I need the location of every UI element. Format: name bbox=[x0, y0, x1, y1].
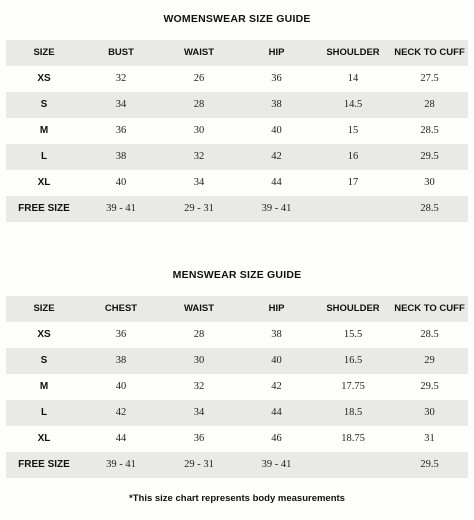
measurement-cell: 29.5 bbox=[420, 380, 439, 392]
measurement-cell: 44 bbox=[115, 432, 127, 444]
measurement-cell: 46 bbox=[271, 432, 282, 444]
measurement-cell: 32 bbox=[193, 150, 205, 162]
footnote: *This size chart represents body measurements bbox=[129, 493, 345, 504]
measurement-cell: 18.5 bbox=[343, 406, 363, 418]
size-cell: FREE SIZE bbox=[18, 203, 70, 214]
table-row bbox=[6, 452, 468, 478]
measurement-cell: 17.75 bbox=[341, 380, 365, 392]
table-row bbox=[6, 196, 468, 222]
measurement-cell: 28 bbox=[424, 98, 435, 110]
size-cell: XS bbox=[37, 329, 51, 340]
table-row bbox=[6, 426, 468, 452]
table-row bbox=[6, 66, 468, 92]
womenswear-size-table bbox=[6, 40, 468, 222]
measurement-cell: 36 bbox=[193, 432, 205, 444]
measurement-cell: 40 bbox=[271, 124, 282, 136]
measurement-cell: 14 bbox=[347, 72, 359, 84]
measurement-cell: 39 - 41 bbox=[261, 202, 292, 214]
column-header: HIP bbox=[268, 47, 285, 59]
measurement-cell: 29.5 bbox=[420, 150, 439, 162]
measurement-cell: 36 bbox=[115, 124, 127, 136]
measurement-cell: 29.5 bbox=[420, 458, 439, 470]
measurement-cell: 29 - 31 bbox=[184, 458, 214, 470]
measurement-cell: 31 bbox=[424, 432, 435, 444]
measurement-cell bbox=[315, 196, 391, 222]
column-header: SIZE bbox=[33, 47, 55, 59]
table-row bbox=[6, 374, 468, 400]
measurement-cell: 28 bbox=[193, 328, 205, 340]
measurement-cell: 39 - 41 bbox=[106, 458, 136, 470]
measurement-cell bbox=[315, 452, 391, 478]
measurement-cell: 15 bbox=[347, 124, 359, 136]
measurement-cell: 38 bbox=[115, 150, 127, 162]
measurement-cell: 40 bbox=[115, 176, 127, 188]
size-cell: L bbox=[40, 151, 48, 162]
column-header: SHOULDER bbox=[326, 303, 380, 315]
measurement-cell: 30 bbox=[424, 176, 435, 188]
size-cell: XL bbox=[37, 177, 51, 188]
column-header: BUST bbox=[108, 47, 134, 59]
column-header: CHEST bbox=[104, 303, 138, 315]
measurement-cell: 29 bbox=[424, 354, 435, 366]
table-row bbox=[6, 144, 468, 170]
measurement-cell: 39 - 41 bbox=[106, 202, 136, 214]
measurement-cell: 40 bbox=[271, 354, 282, 366]
menswear-title: MENSWEAR SIZE GUIDE bbox=[172, 269, 302, 281]
column-header: NECK TO CUFF bbox=[394, 303, 465, 315]
measurement-cell: 36 bbox=[115, 328, 127, 340]
measurement-cell: 42 bbox=[271, 150, 282, 162]
menswear-size-table bbox=[6, 296, 468, 478]
column-header: WAIST bbox=[183, 303, 215, 315]
measurement-cell: 32 bbox=[193, 380, 205, 392]
size-cell: XL bbox=[37, 433, 51, 444]
column-header: HIP bbox=[268, 303, 285, 315]
table-header-row bbox=[6, 40, 468, 66]
measurement-cell: 44 bbox=[271, 176, 282, 188]
measurement-cell: 42 bbox=[271, 380, 282, 392]
measurement-cell: 38 bbox=[271, 98, 282, 110]
measurement-cell: 28 bbox=[193, 98, 205, 110]
column-header: SHOULDER bbox=[326, 47, 380, 59]
measurement-cell: 26 bbox=[193, 72, 205, 84]
measurement-cell: 28.5 bbox=[420, 328, 439, 340]
table-row bbox=[6, 400, 468, 426]
column-header: SIZE bbox=[33, 303, 55, 315]
measurement-cell: 30 bbox=[193, 124, 205, 136]
measurement-cell: 17 bbox=[347, 176, 359, 188]
measurement-cell: 30 bbox=[424, 406, 435, 418]
measurement-cell: 28.5 bbox=[420, 202, 439, 214]
measurement-cell: 32 bbox=[115, 72, 127, 84]
table-header-row bbox=[6, 296, 468, 322]
measurement-cell: 18.75 bbox=[341, 432, 365, 444]
measurement-cell: 40 bbox=[115, 380, 127, 392]
measurement-cell: 42 bbox=[115, 406, 127, 418]
measurement-cell: 34 bbox=[193, 406, 205, 418]
table-row bbox=[6, 118, 468, 144]
column-header: NECK TO CUFF bbox=[394, 47, 465, 59]
table-row bbox=[6, 170, 468, 196]
table-row bbox=[6, 348, 468, 374]
measurement-cell: 34 bbox=[193, 176, 205, 188]
measurement-cell: 30 bbox=[193, 354, 205, 366]
measurement-cell: 38 bbox=[115, 354, 127, 366]
size-cell: L bbox=[40, 407, 48, 418]
table-row bbox=[6, 92, 468, 118]
size-cell: XS bbox=[37, 73, 51, 84]
size-cell: S bbox=[40, 355, 48, 366]
size-cell: FREE SIZE bbox=[18, 459, 70, 470]
size-cell: M bbox=[39, 381, 49, 392]
measurement-cell: 14.5 bbox=[343, 98, 363, 110]
column-header: WAIST bbox=[183, 47, 215, 59]
measurement-cell: 27.5 bbox=[420, 72, 439, 84]
measurement-cell: 15.5 bbox=[343, 328, 363, 340]
size-cell: S bbox=[40, 99, 48, 110]
table-row bbox=[6, 322, 468, 348]
measurement-cell: 16 bbox=[347, 150, 359, 162]
measurement-cell: 39 - 41 bbox=[261, 458, 292, 470]
womenswear-title: WOMENSWEAR SIZE GUIDE bbox=[163, 13, 311, 25]
measurement-cell: 38 bbox=[271, 328, 282, 340]
measurement-cell: 29 - 31 bbox=[184, 202, 214, 214]
measurement-cell: 36 bbox=[271, 72, 282, 84]
measurement-cell: 34 bbox=[115, 98, 127, 110]
measurement-cell: 44 bbox=[271, 406, 282, 418]
measurement-cell: 16.5 bbox=[343, 354, 363, 366]
measurement-cell: 28.5 bbox=[420, 124, 439, 136]
size-cell: M bbox=[39, 125, 49, 136]
